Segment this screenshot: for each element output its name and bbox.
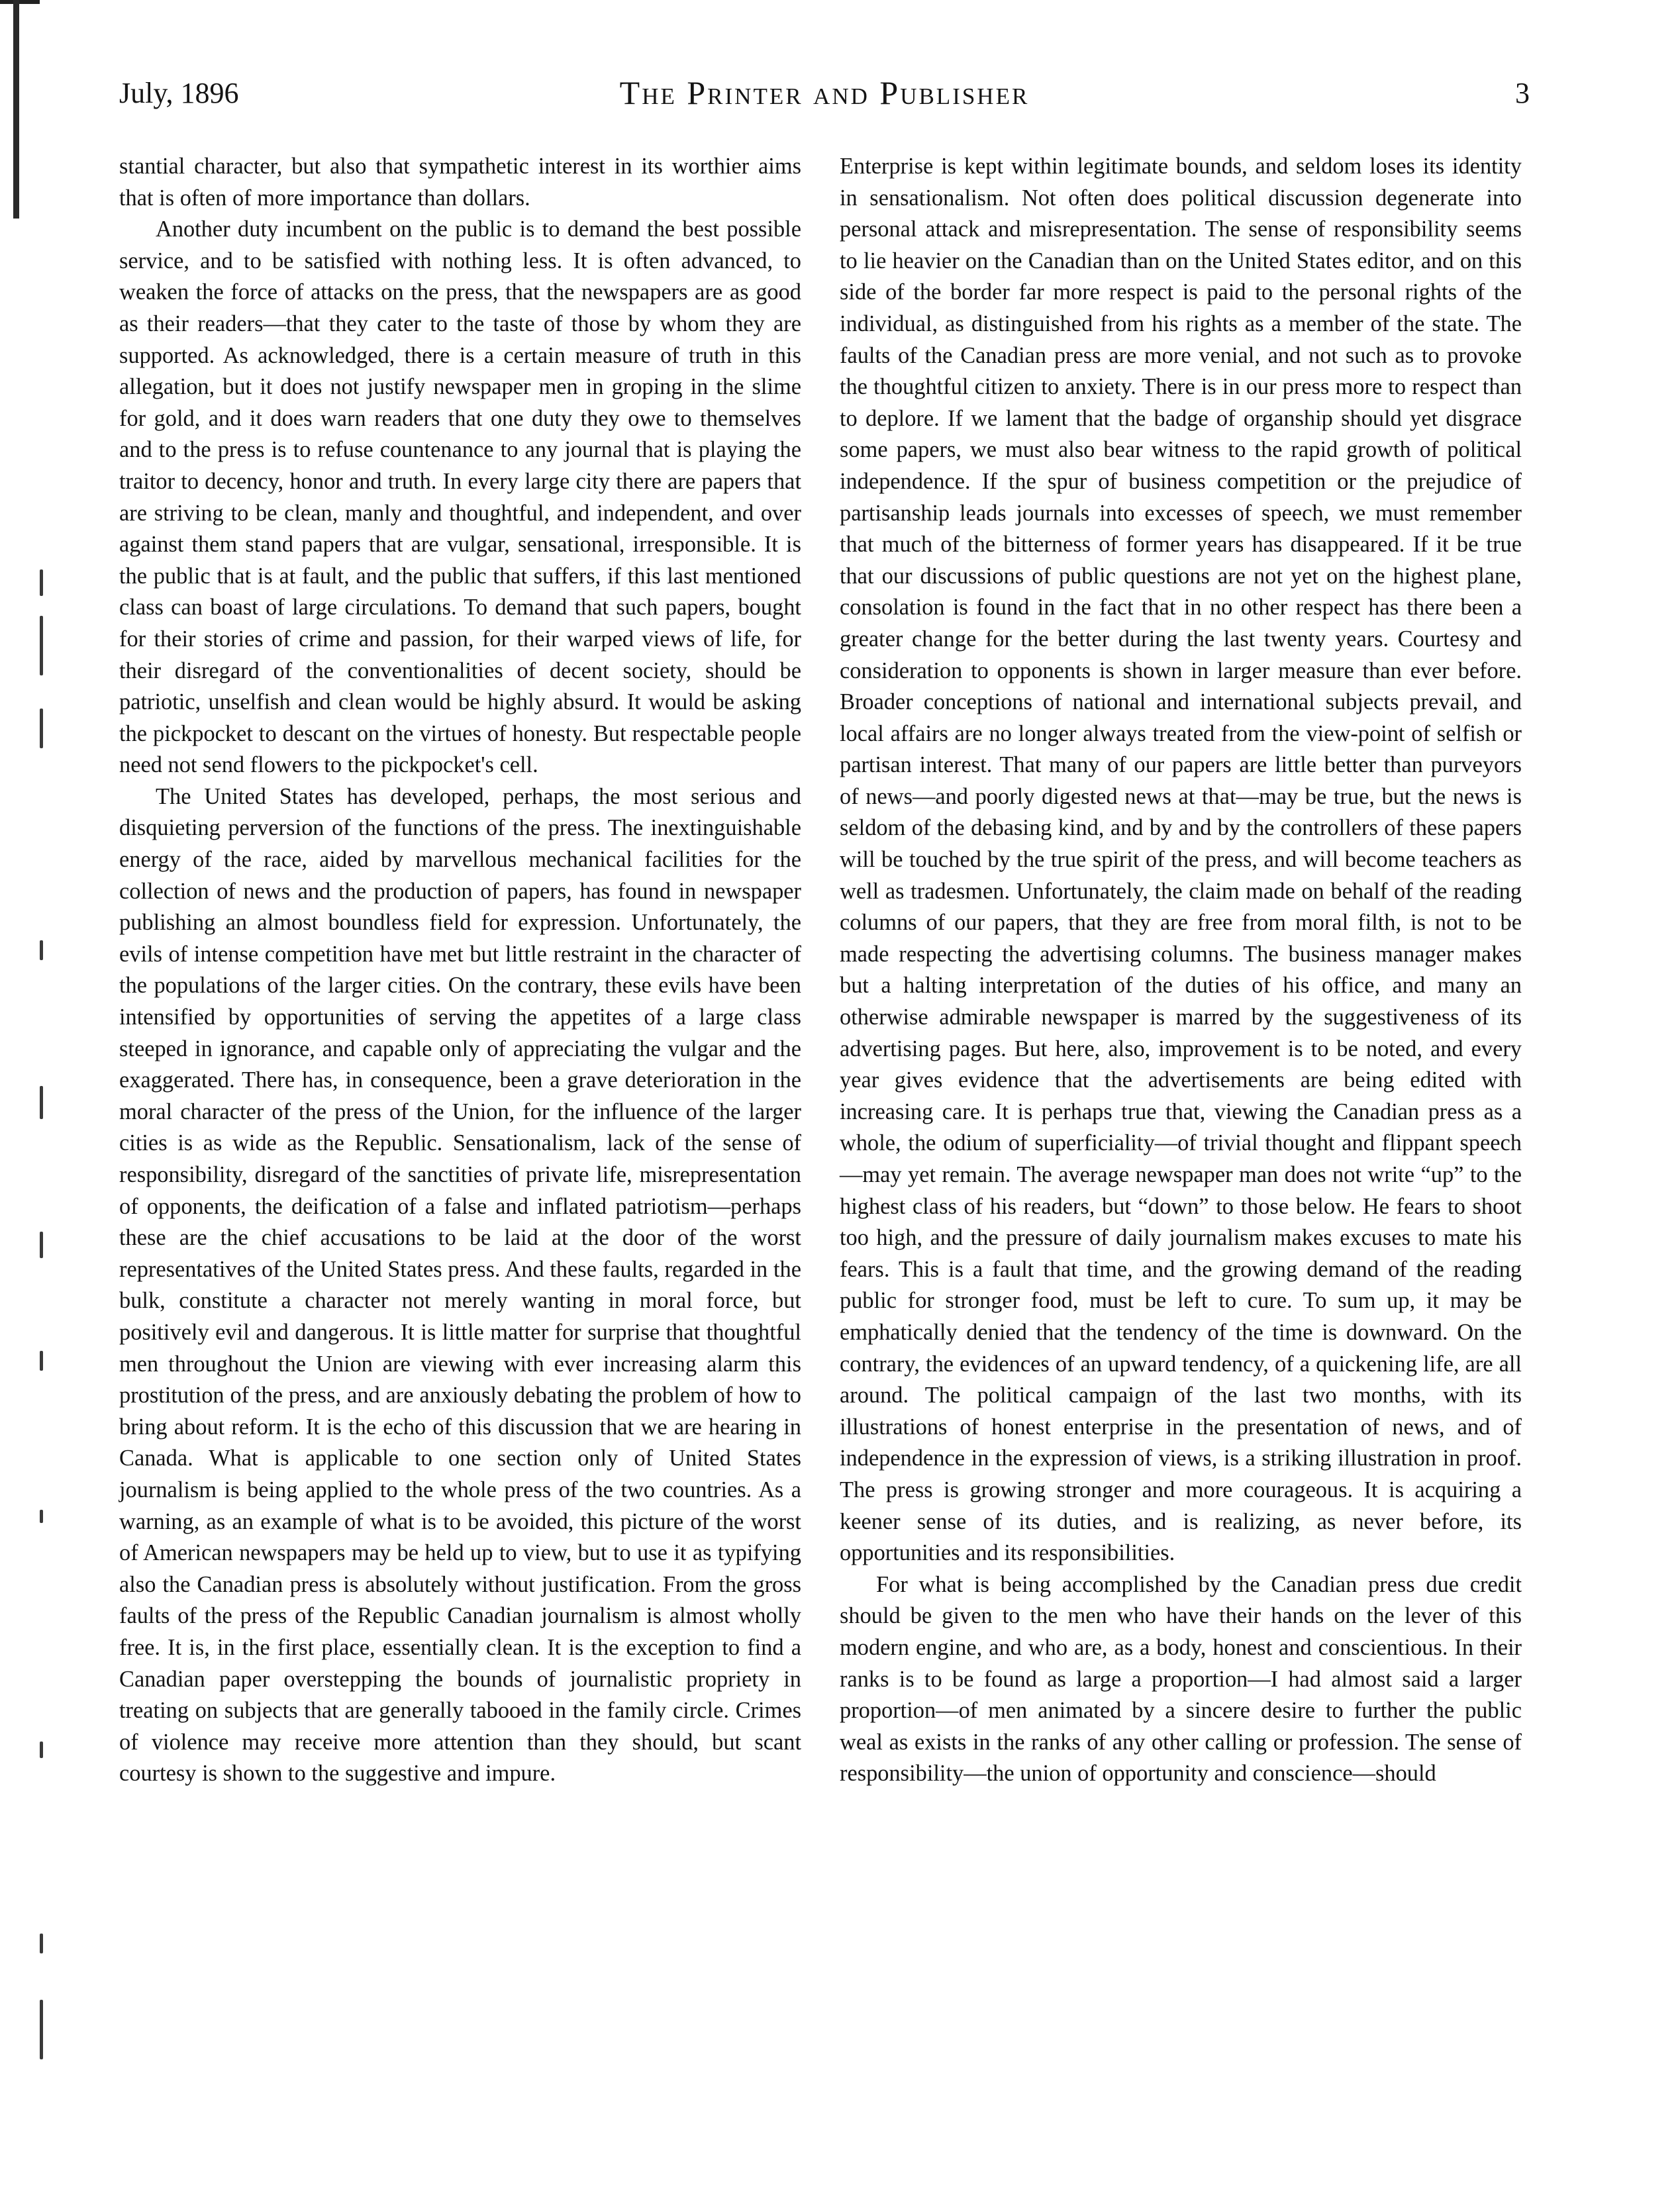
scan-edge-mark: [0, 0, 40, 4]
page-number: 3: [1515, 77, 1530, 109]
left-column: [119, 151, 801, 1790]
paragraph: Enterprise is kept within legitimate bounds, and seldom loses its identity in sensationalism. Not often does political discussion degenerate into personal attack and misrepresentation. The sense of responsibility seems to lie heavier on the Canadian than on the United States editor, and on this side of the border far more respect is paid to the personal rights of the individual, as distinguished from his rights as a member of the state. The faults of the Canadian press are more venial, and not such as to provoke the thoughtful citizen to anxiety. There is in our press more to respect than to deplore. If we lament that the badge of organship should yet disgrace some papers, we must also bear witness to the rapid growth of political independence. If the spur of business competition or the prejudice of partisanship leads journals into excesses of speech, we must remember that much of the bitterness of former years has disappeared. If it be true that our discussions of public questions are not yet on the highest plane, consolation is found in the fact that in no other respect has there been a greater change for the better during the last twenty years. Courtesy and consideration to opponents is shown in larger measure than ever before. Broader conceptions of national and international subjects prevail, and local affairs are no longer always treated from the view-point of selfish or partisan interest. That many of our papers are little better than purveyors of news—and poorly digested news at that—may be true, but the news is seldom of the debasing kind, and by and by the controllers of these papers will be touched by the true spirit of the press, and will become teachers as well as tradesmen. Unfortunately, the claim made on behalf of the reading columns of our papers, that they are free from moral filth, is not to be made respecting the advertising columns. The business manager makes but a halting interpretation of the duties of his office, and many an otherwise admirable newspaper is marred by the suggestiveness of its advertising pages. But here, also, improvement is to be noted, and every year gives evidence that the advertisements are being edited with increasing care. It is perhaps true that, viewing the Canadian press as a whole, the odium of superficiality—of trivial thought and flippant speech—may yet remain. The average newspaper man does not write “up” to the highest class of his readers, but “down” to those below. He fears to shoot too high, and the pressure of daily journalism makes excuses to mate his fears. This is a fault that time, and the growing demand of the reading public for stronger food, must be left to cure. To sum up, it may be emphatically denied that the tendency of the time is downward. On the contrary, the evidences of an upward tendency, of a quickening life, are all around. The political campaign of the last two months, with its illustrations of honest enterprise in the presentation of news, and of independence in the expression of views, is a striking illustration in proof. The press is growing stronger and more courageous. It is acquiring a keener sense of its duties, and is realizing, as never before, its opportunities and its responsibilities.: [840, 154, 1522, 1566]
right-column: [840, 151, 1522, 1790]
scan-margin-specks: [40, 569, 49, 2092]
paragraph: Another duty incumbent on the public is to demand the best possible service, and to be satisfied with nothing less. It is often advanced, to weaken the force of attacks on the press, that the newspapers are as good as their readers—that they cater to the taste of those by whom they are supported. As acknowledged, there is a certain measure of truth in this allegation, but it does not justify newspaper men in groping in the slime for gold, and it does warn readers that one duty they owe to themselves and to the press is to refuse countenance to any journal that is playing the traitor to decency, honor and truth. In every large city there are papers that are striving to be clean, manly and thoughtful, and independent, and over against them stand papers that are vulgar, sensational, irresponsible. It is the public that is at fault, and the public that suffers, if this last mentioned class can boast of large circulations. To demand that such papers, bought for their stories of crime and passion, for their warped views of life, for their disregard of the conventionalities of decent society, should be patriotic, unselfish and clean would be highly absurd. It would be asking the pickpocket to descant on the virtues of honesty. But respectable people need not send flowers to the pickpocket's cell.: [119, 217, 801, 778]
scan-binding-shadow: [13, 0, 19, 219]
paragraph: For what is being accomplished by the Canadian press due credit should be given to the men who have their hands on the lever of this modern engine, and who are, as a body, honest and conscientious. In their ranks is to be found as large a proportion—I had almost said a larger proportion—of men animated by a sincere desire to further the public weal as exists in the ranks of any other calling or profession. The sense of responsibility—the union of opportunity and conscience—should: [840, 1571, 1522, 1787]
publication-title: The Printer and Publisher: [619, 74, 1030, 111]
page-header: [119, 76, 1530, 124]
paragraph: The United States has developed, perhaps, the most serious and disquieting perversion of the functions of the press. The inextinguishable energy of the race, aided by marvellous mechanical facilities for the collection of news and the production of papers, has found in newspaper publishing an almost boundless field for expression. Unfortunately, the evils of intense competition have met but little restraint in the character of the populations of the larger cities. On the contrary, these evils have been intensified by opportunities of serving the appetites of a large class steeped in ignorance, and capable only of appreciating the vulgar and the exaggerated. There has, in consequence, been a grave deterioration in the moral character of the press of the Union, for the influence of the larger cities is as wide as the Republic. Sensationalism, lack of the sense of responsibility, disregard of the sanctities of private life, misrepresentation of opponents, the deification of a false and inflated patriotism—perhaps these are the chief accusations to be laid at the door of the worst representatives of the United States press. And these faults, regarded in the bulk, constitute a character not merely wanting in moral force, but positively evil and dangerous. It is little matter for surprise that thoughtful men throughout the Union are viewing with ever increasing alarm this prostitution of the press, and are anxiously debating the problem of how to bring about reform. It is the echo of this discussion that we are hearing in Canada. What is applicable to one section only of United States journalism is being applied to the whole press of the two countries. As a warning, as an example of what is to be avoided, this picture of the worst of American newspapers may be held up to view, but to use it as typifying also the Canadian press is absolutely without justification. From the gross faults of the press of the Republic Canadian journalism is almost wholly free. It is, in the first place, essentially clean. It is the exception to find a Canadian paper overstepping the bounds of journalistic propriety in treating on subjects that are generally tabooed in the family circle. Crimes of violence may receive more attention than they should, but scant courtesy is shown to the suggestive and impure.: [119, 783, 801, 1787]
paragraph: stantial character, but also that sympathetic interest in its worthier aims that is often of more importance than dollars.: [119, 154, 801, 211]
issue-date: July, 1896: [119, 77, 239, 109]
